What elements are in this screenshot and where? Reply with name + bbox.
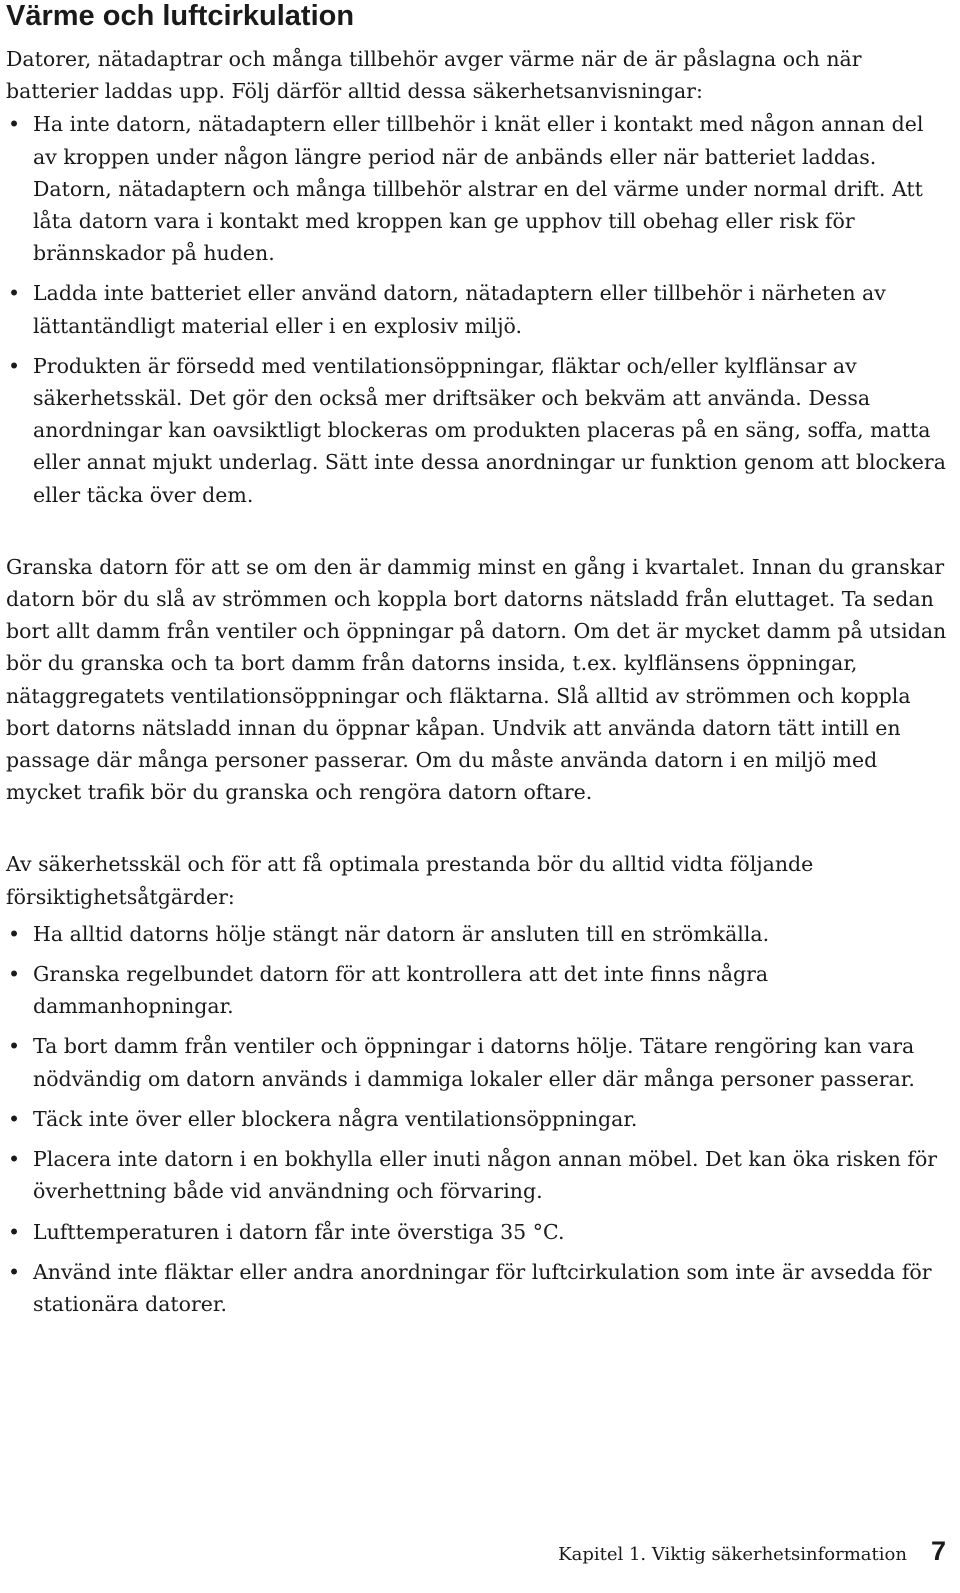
section-title: Värme och luftcirkulation	[6, 0, 355, 32]
intro-paragraph: Datorer, nätadaptrar och många tillbehör avger värme när de är påslagna och när batterier laddas upp. Följ därför alltid dessa säkerhetsanvisningar:	[6, 47, 862, 104]
footer-chapter-title: Kapitel 1. Viktig säkerhetsinformation	[558, 1544, 907, 1565]
precautions-bullet-list	[6, 918, 952, 1320]
list-item: • Täck inte över eller blockera några ventilationsöppningar.	[6, 1103, 952, 1135]
list-item: • Ha alltid datorns hölje stängt när datorn är ansluten till en strömkälla.	[6, 918, 952, 950]
page-footer	[558, 1536, 946, 1567]
list-item: • Ta bort damm från ventiler och öppningar i datorns hölje. Tätare rengöring kan vara nödvändig om datorn används i dammiga lokaler eller där många personer passerar.	[6, 1030, 952, 1094]
list-item: • Ha inte datorn, nätadaptern eller tillbehör i knät eller i kontakt med någon annan del av kroppen under någon längre period när de anbänds eller när batteriet laddas. Datorn, nätadaptern och många tillbehör alstrar en del värme under normal drift. Att låta datorn vara i kontakt med kroppen kan ge upphov till obehag eller risk för brännskador på huden.	[6, 108, 952, 269]
list-item: • Ladda inte batteriet eller använd datorn, nätadaptern eller tillbehör i närheten av lättantändligt material eller i en explosiv miljö.	[6, 277, 952, 341]
dust-inspection-paragraph: Granska datorn för att se om den är dammig minst en gång i kvartalet. Innan du granskar datorn bör du slå av strömmen och koppla bort datorns nätsladd från eluttaget. Ta sedan bort allt damm från ventiler och öppningar på datorn. Om det är mycket damm på utsidan bör du granska och ta bort damm från datorns insida, t.ex. kylflänsens öppningar, nätaggregatets ventilationsöppningar och fläktarna. Slå alltid av strömmen och koppla bort datorns nätsladd innan du öppnar kåpan. Undvik att använda datorn tätt intill en passage där många personer passerar. Om du måste använda datorn i en miljö med mycket trafik bör du granska och rengöra datorn oftare.	[6, 554, 947, 805]
list-item: • Granska regelbundet datorn för att kontrollera att det inte finns några dammanhopningar.	[6, 958, 952, 1022]
list-item: • Använd inte fläktar eller andra anordningar för luftcirkulation som inte är avsedda för stationära datorer.	[6, 1256, 952, 1320]
list-item: • Lufttemperaturen i datorn får inte överstiga 35 °C.	[6, 1216, 952, 1248]
safety-bullet-list	[6, 108, 952, 510]
list-item: • Placera inte datorn i en bokhylla eller inuti någon annan möbel. Det kan öka risken för överhettning både vid användning och förvaring.	[6, 1143, 952, 1207]
page-number: 7	[930, 1536, 946, 1566]
document-page	[6, 0, 952, 1320]
precautions-intro-paragraph: Av säkerhetsskäl och för att få optimala prestanda bör du alltid vidta följande försiktighetsåtgärder:	[6, 852, 814, 909]
list-item: • Produkten är försedd med ventilationsöppningar, fläktar och/eller kylflänsar av säkerhetsskäl. Det gör den också mer driftsäker och bekväm att använda. Dessa anordningar kan oavsiktligt blockeras om produkten placeras på en säng, soffa, matta eller annat mjukt underlag. Sätt inte dessa anordningar ur funktion genom att blockera eller täcka över dem.	[6, 350, 952, 511]
